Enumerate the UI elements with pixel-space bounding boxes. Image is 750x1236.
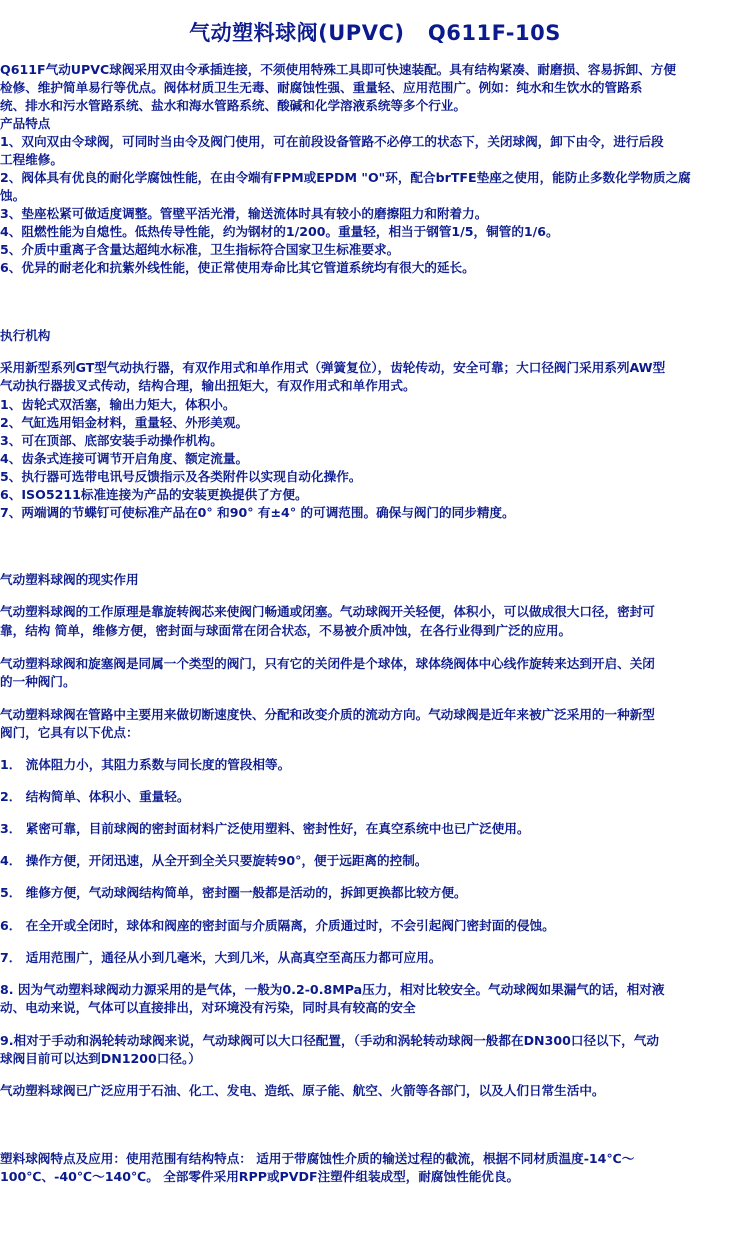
usage-paragraph: 阀门，它具有以下优点： bbox=[0, 725, 139, 740]
actuator-item: 3、可在顶部、底部安装手动操作机构。 bbox=[0, 433, 223, 448]
advantage-item: 3． 紧密可靠，目前球阀的密封面材料广泛使用塑料、密封性好，在真空系统中也已广泛使用。 bbox=[0, 821, 530, 836]
actuator-item: 7、两端调的节蝶钉可使标准产品在0° 和90° 有±4° 的可调范围。确保与阀门的同步精度。 bbox=[0, 505, 515, 520]
usage-paragraph: 的一种阀门。 bbox=[0, 674, 76, 689]
intro-line: Q611F气动UPVC球阀采用双由令承插连接，不须使用特殊工具即可快速装配。具有结构紧凑、耐磨损、容易拆卸、方便 bbox=[0, 62, 676, 77]
features-heading: 产品特点 bbox=[0, 116, 51, 131]
advantage-item: 9.相对于手动和涡轮转动球阀来说，气动球阀可以大口径配置，（手动和涡轮转动球阀一般都在DN300口径以下，气动 bbox=[0, 1033, 660, 1048]
advantage-item: 动、电动来说，气体可以直接排出，对环境没有污染，同时具有较高的安全 bbox=[0, 1000, 416, 1015]
feature-item: 3、垫座松紧可做适度调整。管壁平活光滑，输送流体时具有较小的磨擦阻力和附着力。 bbox=[0, 206, 488, 221]
usage-heading: 气动塑料球阀的现实作用 bbox=[0, 572, 139, 587]
actuator-paragraph: 气动执行器拔叉式传动，结构合理，输出扭矩大，有双作用式和单作用式。 bbox=[0, 378, 416, 393]
actuator-heading: 执行机构 bbox=[0, 328, 51, 343]
page-title: 气动塑料球阀(UPVC) Q611F-10S bbox=[189, 21, 561, 45]
actuator-item: 5、执行器可选带电讯号反馈指示及各类附件以实现自动化操作。 bbox=[0, 469, 362, 484]
advantage-item: 5． 维修方便，气动球阀结构简单，密封圈一般都是活动的，拆卸更换都比较方便。 bbox=[0, 885, 467, 900]
advantage-item: 球阀目前可以达到DN1200口径。） bbox=[0, 1051, 201, 1066]
feature-item: 5、介质中重离子含量达超纯水标准，卫生指标符合国家卫生标准要求。 bbox=[0, 242, 400, 257]
actuator-item: 2、气缸选用铝金材料，重量轻、外形美观。 bbox=[0, 415, 249, 430]
feature-item: 蚀。 bbox=[0, 188, 26, 203]
usage-paragraph: 气动塑料球阀已广泛应用于石油、化工、发电、造纸、原子能、航空、火箭等各部门，以及人们日常生活中。 bbox=[0, 1083, 605, 1098]
feature-item: 6、优异的耐老化和抗紫外线性能，使正常使用寿命比其它管道系统均有很大的延长。 bbox=[0, 260, 475, 275]
feature-item: 2、阀体具有优良的耐化学腐蚀性能，在由令端有FPM或EPDM "O"环，配合brTFE垫座之使用，能防止多数化学物质之腐 bbox=[0, 170, 691, 185]
actuator-item: 1、齿轮式双活塞，输出力矩大，体积小。 bbox=[0, 397, 236, 412]
usage-paragraph: 气动塑料球阀和旋塞阀是同属一个类型的阀门，只有它的关闭件是个球体，球体绕阀体中心线作旋转来达到开启、关闭 bbox=[0, 656, 655, 671]
feature-item: 1、双向双由令球阀，可同时当由令及阀门使用，可在前段设备管路不必停工的状态下，关闭球阀，卸下由令，进行后段 bbox=[0, 134, 664, 149]
feature-item: 4、阻燃性能为自熄性。低热传导性能，约为钢材的1/200。重量轻，相当于钢管1/5，铜管的1/6。 bbox=[0, 224, 559, 239]
advantage-item: 6． 在全开或全闭时，球体和阀座的密封面与介质隔离，介质通过时，不会引起阀门密封面的侵蚀。 bbox=[0, 918, 555, 933]
application-line: 100℃、-40℃～140℃。 全部零件采用RPP或PVDF注塑件组装成型，耐腐蚀性能优良。 bbox=[0, 1169, 520, 1184]
application-line: 塑料球阀特点及应用：使用范围有结构特点： 适用于带腐蚀性介质的输送过程的截流，根据不同材质温度-14℃～ bbox=[0, 1151, 635, 1166]
usage-paragraph: 靠，结构 简单，维修方便，密封面与球面常在闭合状态，不易被介质冲蚀，在各行业得到广泛的应用。 bbox=[0, 623, 572, 638]
advantage-item: 1． 流体阻力小，其阻力系数与同长度的管段相等。 bbox=[0, 757, 291, 772]
advantage-item: 4． 操作方便，开闭迅速，从全开到全关只要旋转90°，便于远距离的控制。 bbox=[0, 853, 428, 868]
actuator-item: 6、ISO5211标准连接为产品的安装更换提供了方便。 bbox=[0, 487, 308, 502]
advantage-item: 2． 结构简单、体积小、重量轻。 bbox=[0, 789, 190, 804]
actuator-item: 4、齿条式连接可调节开启角度、额定流量。 bbox=[0, 451, 249, 466]
actuator-paragraph: 采用新型系列GT型气动执行器，有双作用式和单作用式（弹簧复位），齿轮传动，安全可靠；大口径阀门采用系列AW型 bbox=[0, 360, 666, 375]
usage-paragraph: 气动塑料球阀的工作原理是靠旋转阀芯来使阀门畅通或闭塞。气动球阀开关轻便，体积小，可以做成很大口径，密封可 bbox=[0, 604, 655, 619]
usage-paragraph: 气动塑料球阀在管路中主要用来做切断速度快、分配和改变介质的流动方向。气动球阀是近年来被广泛采用的一种新型 bbox=[0, 707, 655, 722]
advantage-item: 8. 因为气动塑料球阀动力源采用的是气体，一般为0.2-0.8MPa压力，相对比较安全。气动球阀如果漏气的话，相对液 bbox=[0, 982, 665, 997]
intro-line: 统、排水和污水管路系统、盐水和海水管路系统、酸碱和化学溶液系统等多个行业。 bbox=[0, 98, 466, 113]
advantage-item: 7． 适用范围广，通径从小到几毫米，大到几米，从高真空至高压力都可应用。 bbox=[0, 950, 442, 965]
feature-item: 工程维修。 bbox=[0, 152, 63, 167]
intro-line: 检修、维护简单易行等优点。阀体材质卫生无毒、耐腐蚀性强、重量轻、应用范围广。例如：纯水和生饮水的管路系 bbox=[0, 80, 643, 95]
